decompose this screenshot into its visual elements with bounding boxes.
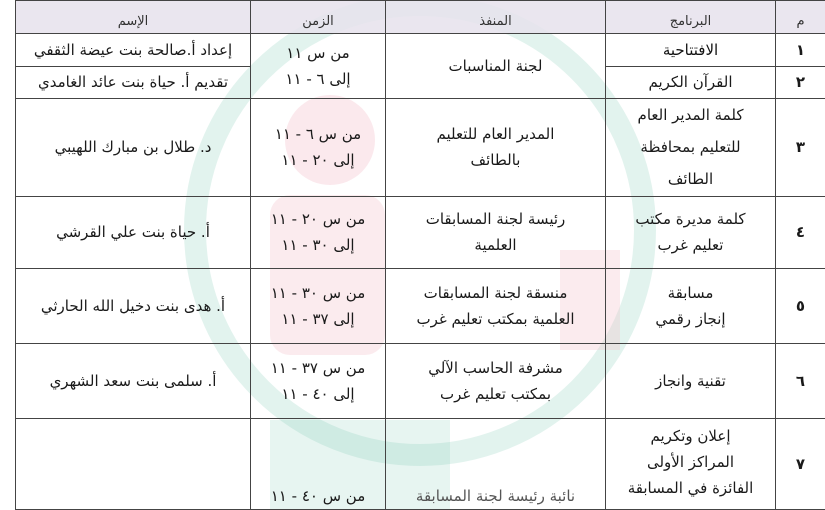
executor-line: بمكتب تعليم غرب	[439, 384, 552, 403]
time-to: إلى ٣٧ - ١١	[281, 309, 355, 328]
row-num: ١	[776, 34, 825, 66]
time-from: من س ٣٠ - ١١	[270, 283, 366, 302]
row-program: الافتتاحية	[606, 34, 776, 66]
program-line: تعليم غرب	[657, 236, 724, 255]
table-row	[16, 343, 825, 419]
schedule-table	[15, 0, 825, 510]
program-line: الطائف	[667, 170, 714, 189]
program-line: المراكز الأولى	[646, 453, 735, 472]
header-time: الزمن	[251, 1, 386, 34]
table-header	[16, 1, 825, 34]
program-line: إعلان وتكريم	[650, 427, 731, 446]
row-program	[606, 196, 776, 269]
time-from: من س ٣٧ - ١١	[270, 358, 366, 377]
row-name: أ. سلمى بنت سعد الشهري	[16, 343, 251, 419]
row-executor	[386, 98, 606, 196]
row-program	[606, 419, 776, 510]
time-to: إلى ٢٠ - ١١	[281, 151, 355, 170]
row-num: ٤	[776, 196, 825, 269]
row-time	[251, 98, 386, 196]
time-to: إلى ٤٠ - ١١	[281, 384, 355, 403]
row-time	[251, 196, 386, 269]
executor-line: نائبة رئيسة لجنة المسابقة	[415, 487, 576, 505]
row-time	[251, 343, 386, 419]
table-row	[16, 98, 825, 196]
row-time	[251, 269, 386, 344]
header-program: البرنامج	[606, 1, 776, 34]
row-name: إعداد أ.صالحة بنت عيضة الثقفي	[16, 34, 251, 66]
row-num: ٥	[776, 269, 825, 344]
row-executor	[386, 196, 606, 269]
program-line: للتعليم بمحافظة	[640, 138, 741, 157]
program-line: الفائزة في المسابقة	[627, 479, 754, 498]
row-program	[606, 98, 776, 196]
time-from: من س ٦ - ١١	[274, 125, 362, 144]
row-name: تقديم أ. حياة بنت عائد الغامدي	[16, 66, 251, 98]
row-num: ٦	[776, 343, 825, 419]
table-row	[16, 269, 825, 344]
row-program: تقنية وانجاز	[606, 343, 776, 419]
table-row	[16, 34, 825, 66]
program-line: كلمة المدير العام	[637, 106, 744, 125]
program-line: كلمة مديرة مكتب	[635, 210, 746, 229]
table-row	[16, 196, 825, 269]
row-num: ٧	[776, 419, 825, 510]
time-to: إلى ٣٠ - ١١	[281, 236, 355, 255]
executor-line: منسقة لجنة المسابقات	[423, 283, 568, 302]
executor-line: بالطائف	[470, 151, 521, 170]
program-line: مسابقة	[667, 283, 714, 302]
executor-line: رئيسة لجنة المسابقات	[425, 210, 566, 229]
row-name	[16, 419, 251, 510]
executor-line: المدير العام للتعليم	[436, 125, 555, 144]
header-num: م	[776, 1, 825, 34]
executor-line: العلمية	[474, 236, 517, 255]
row-executor	[386, 419, 606, 510]
header-executor: المنفذ	[386, 1, 606, 34]
row-program	[606, 269, 776, 344]
row-executor: لجنة المناسبات	[386, 34, 606, 99]
row-executor	[386, 269, 606, 344]
executor-line: العلمية بمكتب تعليم غرب	[416, 309, 575, 328]
row-time	[251, 419, 386, 510]
table-row	[16, 419, 825, 510]
row-name: د. طلال بن مبارك اللهيبي	[16, 98, 251, 196]
time-from: من س ١١	[286, 44, 350, 62]
time-from: من س ٢٠ - ١١	[270, 210, 366, 229]
time-from: من س ٤٠ - ١١	[270, 487, 366, 505]
row-num: ٣	[776, 98, 825, 196]
row-num: ٢	[776, 66, 825, 98]
row-time	[251, 34, 386, 99]
executor-line: مشرفة الحاسب الآلي	[428, 358, 563, 377]
header-name: الإسم	[16, 1, 251, 34]
program-line: إنجاز رقمي	[655, 309, 726, 328]
row-executor	[386, 343, 606, 419]
row-program: القرآن الكريم	[606, 66, 776, 98]
row-name: أ. حياة بنت علي القرشي	[16, 196, 251, 269]
row-name: أ. هدى بنت دخيل الله الحارثي	[16, 269, 251, 344]
time-to: إلى ٦ - ١١	[285, 70, 351, 88]
